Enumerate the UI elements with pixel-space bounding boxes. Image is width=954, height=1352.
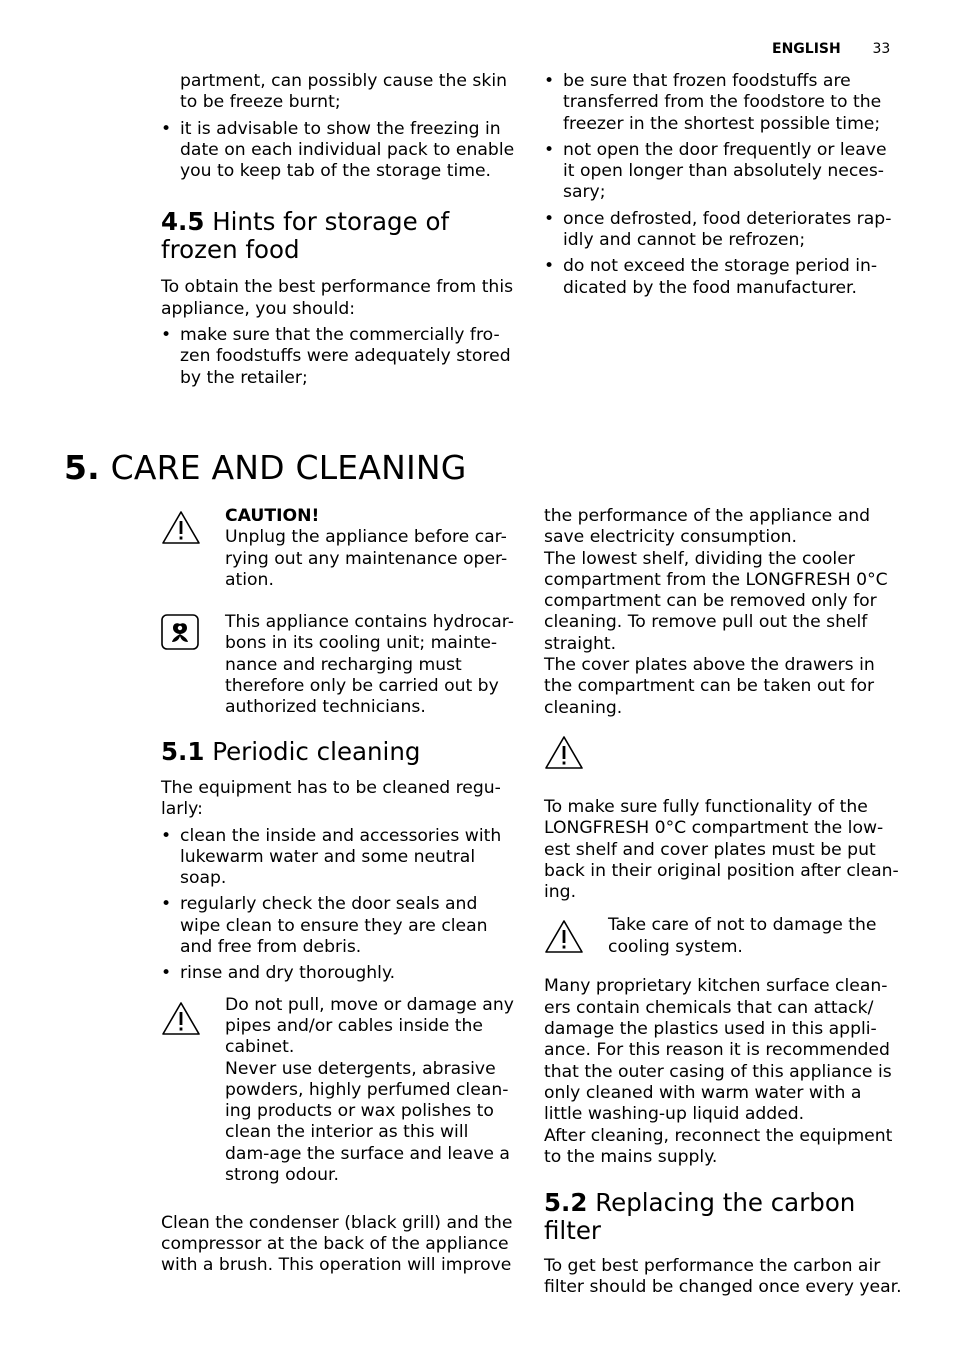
section-5-1-heading (161, 738, 516, 766)
list-item: • do not exceed the storage period in-dicated by the food manufacturer. (544, 256, 899, 299)
environment-text: This appliance contains hydrocar-bons in its cooling unit; mainte-nance and recharging must therefore only be carried out by authorized technicians. (225, 612, 514, 718)
list-item: • be sure that frozen foodstuffs are transferred from the foodstore to the freezer in the shortest possible time; (544, 71, 899, 135)
right-column (544, 506, 902, 1299)
warning-triangle-icon (544, 756, 584, 775)
performance-text: the performance of the appliance and save electricity consumption. (544, 506, 871, 548)
warning-triangle-icon (161, 510, 201, 550)
section-title: Replacing the carbon filter (544, 1188, 856, 1245)
pipes-warning-block (161, 995, 516, 1203)
section-number: 5.2 (544, 1188, 588, 1218)
list-item: • it is advisable to show the freezing in date on each individual pack to enable you to keep tab of the storage time. (161, 119, 516, 183)
section-5-1-intro: The equipment has to be cleaned regu-larly: (161, 777, 501, 820)
chapter-number: 5. (64, 448, 100, 487)
list-item: • clean the inside and accessories with lukewarm water and some neutral soap. (161, 826, 516, 890)
chapter-title: CARE AND CLEANING (110, 448, 467, 487)
caution-block (161, 506, 516, 592)
top-right-column (544, 71, 899, 304)
reconnect-text: After cleaning, reconnect the equipment to the mains supply. (544, 1125, 893, 1167)
pipes-warning-text: Do not pull, move or damage any pipes and/or cables inside the cabinet. (225, 994, 514, 1058)
detergents-warning-text: Never use detergents, abrasive powders, highly perfumed clean-ing products or wax polishes to clean the interior as this will dam-age the surface and leave a strong odour. (225, 1058, 510, 1186)
section-4-5-intro: To obtain the best performance from this appliance, you should: (161, 277, 514, 319)
section-5-2-heading (544, 1189, 902, 1244)
top-left-column (161, 71, 516, 394)
continued-text: partment, can possibly cause the skin to be freeze burnt; (180, 71, 508, 113)
warning-triangle-icon (544, 919, 584, 959)
caution-label: CAUTION! (225, 506, 320, 526)
section-title: Periodic cleaning (212, 737, 421, 767)
freezing-list (161, 119, 516, 183)
shelf-text: The lowest shelf, dividing the cooler compartment from the LONGFRESH 0°C compartment can be removed only for cleaning. To remove pull out the shelf straight. (544, 548, 888, 654)
page-number: 33 (872, 41, 891, 57)
section-4-5-heading (161, 208, 516, 263)
cooling-warning-text: Take care of not to damage the cooling system. (608, 915, 877, 957)
page-header (772, 40, 890, 58)
list-item: • once defrosted, food deteriorates rap-idly and cannot be refrozen; (544, 209, 899, 252)
warning-triangle-icon (161, 1001, 201, 1041)
cleaners-text: Many proprietary kitchen surface clean-ers contain chemicals that can attack/ damage the plastics used in this appli-ance. For this reason it is recommended that the outer casing of this appliance is only cleaned with warm water with a little washing-up liquid added. (544, 976, 892, 1125)
condenser-text: Clean the condenser (black grill) and the compressor at the back of the appliance with a brush. This operation will improve (161, 1212, 513, 1276)
section-number: 4.5 (161, 207, 205, 237)
left-column (161, 506, 516, 1277)
cooling-warning-block (544, 915, 902, 967)
section-4-5-list (161, 325, 516, 389)
list-item: • regularly check the door seals and wipe clean to ensure they are clean and free from debris. (161, 894, 516, 958)
cover-plates-text: The cover plates above the drawers in the compartment can be taken out for cleaning. (544, 655, 875, 718)
caution-text: Unplug the appliance before car-rying out any maintenance oper-ation. (225, 527, 508, 590)
cleaning-list (161, 826, 516, 985)
chapter-heading (64, 450, 467, 486)
list-item: • not open the door frequently or leave it open longer than absolutely neces-sary; (544, 140, 899, 204)
header-language: ENGLISH (772, 41, 841, 57)
list-item: • rinse and dry thoroughly. (161, 963, 516, 984)
carbon-filter-text: To get best performance the carbon air filter should be changed once every year. (544, 1256, 902, 1298)
section-number: 5.1 (161, 737, 205, 767)
longfresh-text: To make sure fully functionality of the LONGFRESH 0°C compartment the low-est shelf and cover plates must be put back in their original position after clean-ing. (544, 796, 899, 903)
environment-icon (161, 614, 199, 654)
storage-hints-list (544, 71, 899, 299)
section-title: Hints for storage of frozen food (161, 207, 450, 264)
list-item: • make sure that the commercially fro-zen foodstuffs were adequately stored by the retailer; (161, 325, 516, 389)
environment-block (161, 612, 516, 718)
standalone-warning (544, 735, 902, 785)
